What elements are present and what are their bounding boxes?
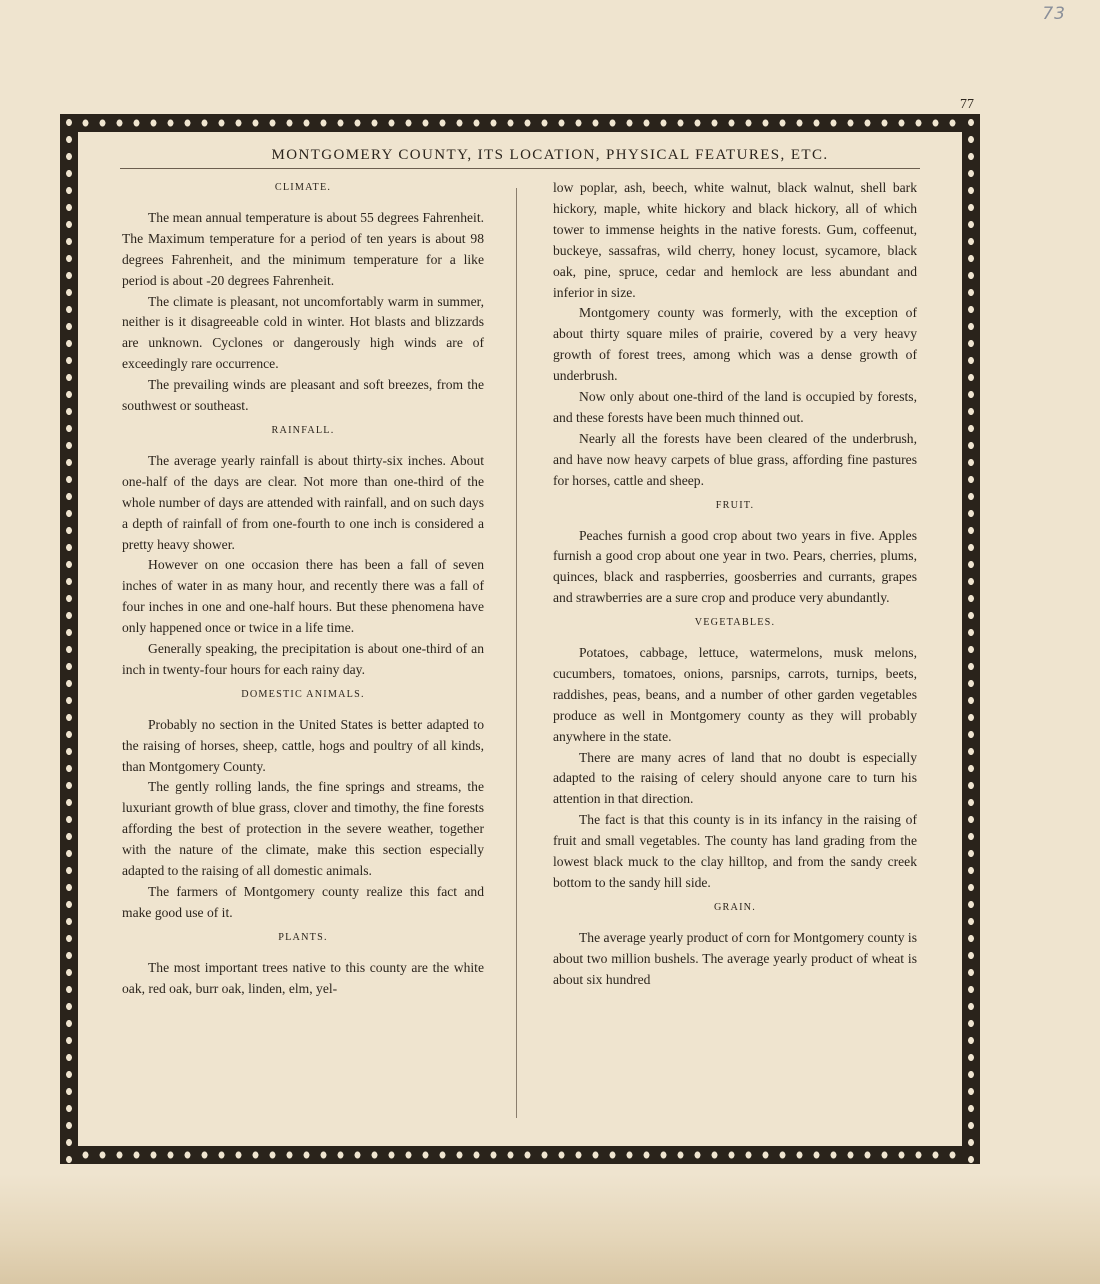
running-head: MONTGOMERY COUNTY, ITS LOCATION, PHYSICAL FEATURES, ETC. bbox=[271, 147, 829, 163]
paragraph: However on one occasion there has been a fall of seven inches of water in as many hour, and recently there was a fall of four inches in one and one-half hours. But these phenomena have only happened once or twice in a life time. bbox=[122, 557, 484, 636]
paragraph: Potatoes, cabbage, lettuce, watermelons, musk melons, cucumbers, tomatoes, onions, parsnips, carrots, turnips, beets, raddishes, peas, beans, and a number of other garden vegetables produce as well in Montgomery county as they will probably anywhere in the state. bbox=[553, 645, 917, 744]
header-rule bbox=[120, 168, 920, 169]
paragraph: The mean annual temperature is about 55 degrees Fahrenheit. The Maximum temperature for a period of ten years is about 98 degrees Fahrenheit, and the minimum temperature for a like period is about -20 degrees Fahrenheit. bbox=[122, 209, 484, 288]
section-heading: GRAIN. bbox=[713, 901, 756, 913]
paragraph: low poplar, ash, beech, white walnut, black walnut, shell bark hickory, maple, white hickory and black hickory, all of which tower to immense heights in the native forests. Gum, coffeenut, buckeye, sassafras, wild cherry, honey locust, sycamore, black oak, pine, spruce, cedar and hemlock are less abundant and inferior in size. bbox=[553, 180, 917, 300]
paragraph: Nearly all the forests have been cleared of the underbrush, and have now heavy carpets of blue grass, affording fine pastures for horses, cattle and sheep. bbox=[553, 430, 917, 488]
paragraph: Generally speaking, the precipitation is about one-third of an inch in twenty-four hours for each rainy day. bbox=[122, 641, 484, 677]
section-heading: VEGETABLES. bbox=[694, 617, 776, 629]
paragraph: The fact is that this county is in its infancy in the raising of fruit and small vegetables. The county has land grading from the lowest black muck to the clay hilltop, and from the sandy creek bottom to the sandy hill side. bbox=[553, 812, 917, 890]
paragraph: There are many acres of land that no doubt is especially adapted to the raising of celery should anyone care to turn his attention in that direction. bbox=[553, 749, 917, 807]
border-top bbox=[60, 114, 980, 132]
paragraph: Peaches furnish a good crop about two years in five. Apples furnish a good crop about one year in two. Pears, cherries, plums, quinces, black and raspberries, goosberries and currants, grapes and strawberries are a sure crop and produce very abundantly. bbox=[553, 527, 917, 606]
section-heading: RAINFALL. bbox=[271, 424, 335, 436]
pencil-page-number: 73 bbox=[1042, 4, 1066, 24]
section-heading: PLANTS. bbox=[278, 931, 328, 943]
paragraph: The most important trees native to this county are the white oak, red oak, burr oak, linden, elm, yel- bbox=[122, 959, 484, 996]
paragraph: The gently rolling lands, the fine springs and streams, the luxuriant growth of blue grass, clover and timothy, the fine forests affording the best of protection in the severe weather, together with the nature of the climate, make this section especially adapted to the raising of all domestic animals. bbox=[122, 779, 484, 879]
paragraph: Now only about one-third of the land is occupied by forests, and these forests have been much thinned out. bbox=[553, 389, 917, 425]
column-divider bbox=[516, 188, 517, 1118]
paragraph: The average yearly rainfall is about thirty-six inches. About one-half of the days are clear. Not more than one-third of the whole number of days are attended with rainfall, and on such days a depth of rainfall of from one-fourth to one inch is considered a pretty heavy shower. bbox=[122, 452, 484, 552]
border-right bbox=[962, 114, 980, 1164]
left-column bbox=[122, 178, 484, 1000]
border-left bbox=[60, 114, 78, 1164]
section-heading: FRUIT. bbox=[715, 499, 755, 511]
border-bottom bbox=[60, 1146, 980, 1164]
paragraph: The prevailing winds are pleasant and soft breezes, from the southwest or southeast. bbox=[122, 377, 484, 414]
section-heading: DOMESTIC ANIMALS. bbox=[241, 688, 365, 700]
paragraph: Probably no section in the United States is better adapted to the raising of horses, sheep, cattle, hogs and poultry of all kinds, than Montgomery County. bbox=[122, 716, 484, 774]
paper-edge bbox=[0, 1174, 1100, 1284]
page-number: 77 bbox=[960, 97, 974, 112]
section-heading: CLIMATE. bbox=[274, 182, 332, 193]
paragraph: The average yearly product of corn for Montgomery county is about two million bushels. The average yearly product of wheat is about six hundred bbox=[553, 929, 917, 987]
right-column bbox=[553, 178, 917, 991]
paragraph: The farmers of Montgomery county realize this fact and make good use of it. bbox=[122, 884, 484, 920]
paragraph: Montgomery county was formerly, with the exception of about thirty square miles of prairie, covered by a very heavy growth of forest trees, among which was a dense growth of underbrush. bbox=[553, 305, 917, 384]
paragraph: The climate is pleasant, not uncomfortably warm in summer, neither is it disagreeable cold in winter. Hot blasts and blizzards are unknown. Cyclones or dangerously high winds are of exceedingly rare occurrence. bbox=[122, 293, 484, 372]
